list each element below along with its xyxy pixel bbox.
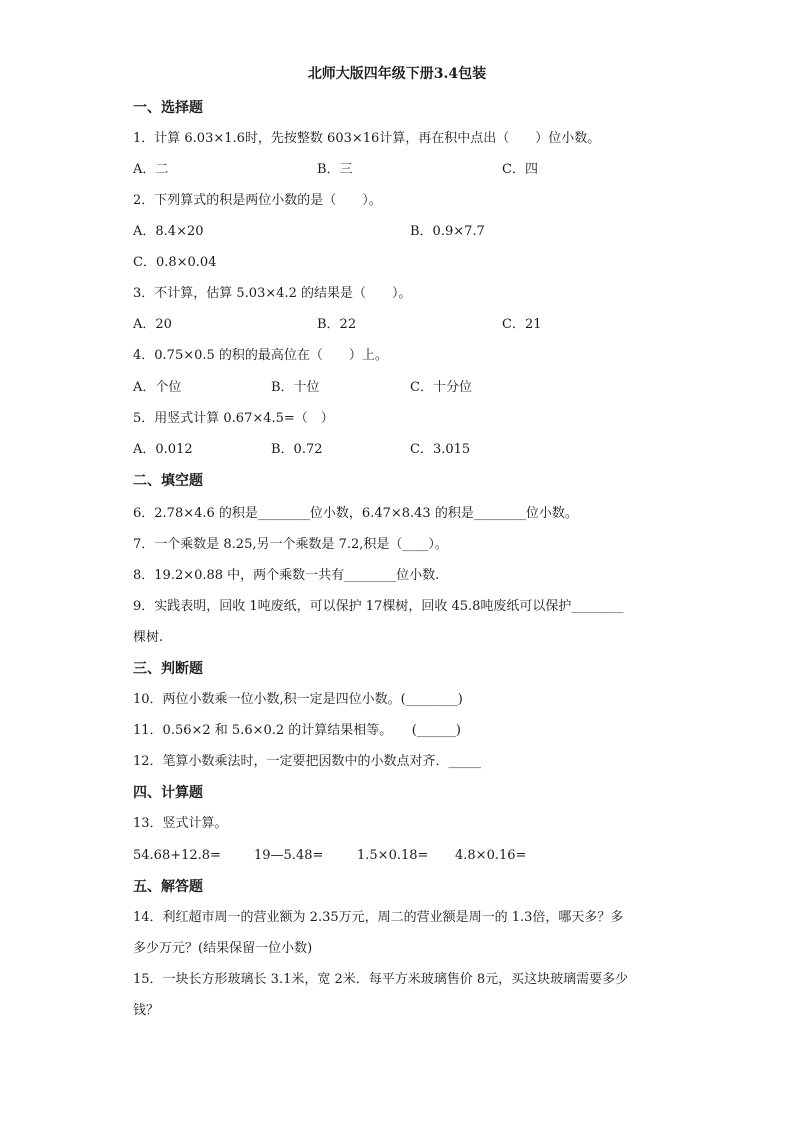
q3-option-b: B．22	[317, 317, 357, 332]
calc-item-3: 1.5×0.18=	[357, 848, 429, 863]
question-8: 8．19.2×0.88 中，两个乘数一共有________位小数.	[133, 568, 440, 583]
q4-option-b: B．十位	[271, 380, 320, 395]
question-15-line-2: 钱？	[133, 1003, 160, 1018]
question-10: 10．两位小数乘一位小数,积一定是四位小数。(________)	[133, 692, 463, 707]
question-9-line-2: 棵树.	[133, 630, 164, 645]
section-heading-solve: 五、解答题	[133, 879, 203, 895]
question-15-line-1: 15．一块长方形玻璃长 3.1米，宽 2米．每平方米玻璃售价 8元，买这块玻璃需要多少	[133, 972, 629, 987]
calc-item-2: 19—5.48=	[254, 848, 324, 863]
q4-option-c: C．十分位	[410, 380, 472, 395]
section-heading-fill: 二、填空题	[133, 473, 203, 489]
question-3: 3．不计算，估算 5.03×4.2 的结果是（ ）。	[133, 286, 412, 301]
q1-option-c: C．四	[502, 162, 538, 177]
q2-option-c: C．0.8×0.04	[133, 255, 217, 270]
question-7: 7．一个乘数是 8.25,另一个乘数是 7.2,积是（____）。	[133, 537, 448, 552]
q3-option-a: A．20	[133, 317, 172, 332]
section-heading-choice: 一、选择题	[133, 100, 203, 116]
page-title: 北师大版四年级下册3.4包装	[307, 66, 487, 82]
calc-item-4: 4.8×0.16=	[455, 848, 527, 863]
question-14-line-1: 14．利红超市周一的营业额为 2.35万元，周二的营业额是周一的 1.3倍，哪天多？多	[133, 910, 624, 925]
q1-option-b: B．三	[317, 162, 353, 177]
question-1: 1．计算 6.03×1.6时，先按整数 603×16计算，再在积中点出（ ）位小数。	[133, 131, 601, 146]
q5-option-b: B．0.72	[271, 442, 323, 457]
q2-option-b: B．0.9×7.7	[410, 224, 485, 239]
question-9-line-1: 9．实践表明，回收 1吨废纸，可以保护 17棵树，回收 45.8吨废纸可以保护________	[133, 599, 624, 614]
q5-option-a: A．0.012	[133, 442, 193, 457]
question-2: 2．下列算式的积是两位小数的是（ ）。	[133, 193, 382, 208]
question-5: 5．用竖式计算 0.67×4.5=（ ）	[133, 411, 334, 426]
question-13: 13．竖式计算。	[133, 816, 228, 831]
question-4: 4．0.75×0.5 的积的最高位在（ ）上。	[133, 348, 388, 363]
q5-option-c: C．3.015	[410, 442, 471, 457]
section-heading-judge: 三、判断题	[133, 661, 203, 677]
section-heading-calc: 四、计算题	[133, 785, 203, 801]
question-12: 12．笔算小数乘法时，一定要把因数中的小数点对齐．_____	[133, 754, 482, 769]
question-14-line-2: 多少万元？(结果保留一位小数)	[133, 941, 313, 956]
q3-option-c: C．21	[502, 317, 542, 332]
q1-option-a: A．二	[133, 162, 169, 177]
calc-item-1: 54.68+12.8=	[133, 848, 221, 863]
q4-option-a: A．个位	[133, 380, 182, 395]
question-11: 11．0.56×2 和 5.6×0.2 的计算结果相等。 (______)	[133, 723, 461, 738]
q2-option-a: A．8.4×20	[133, 224, 204, 239]
question-6: 6．2.78×4.6 的积是________位小数，6.47×8.43 的积是________位小数。	[133, 506, 578, 521]
